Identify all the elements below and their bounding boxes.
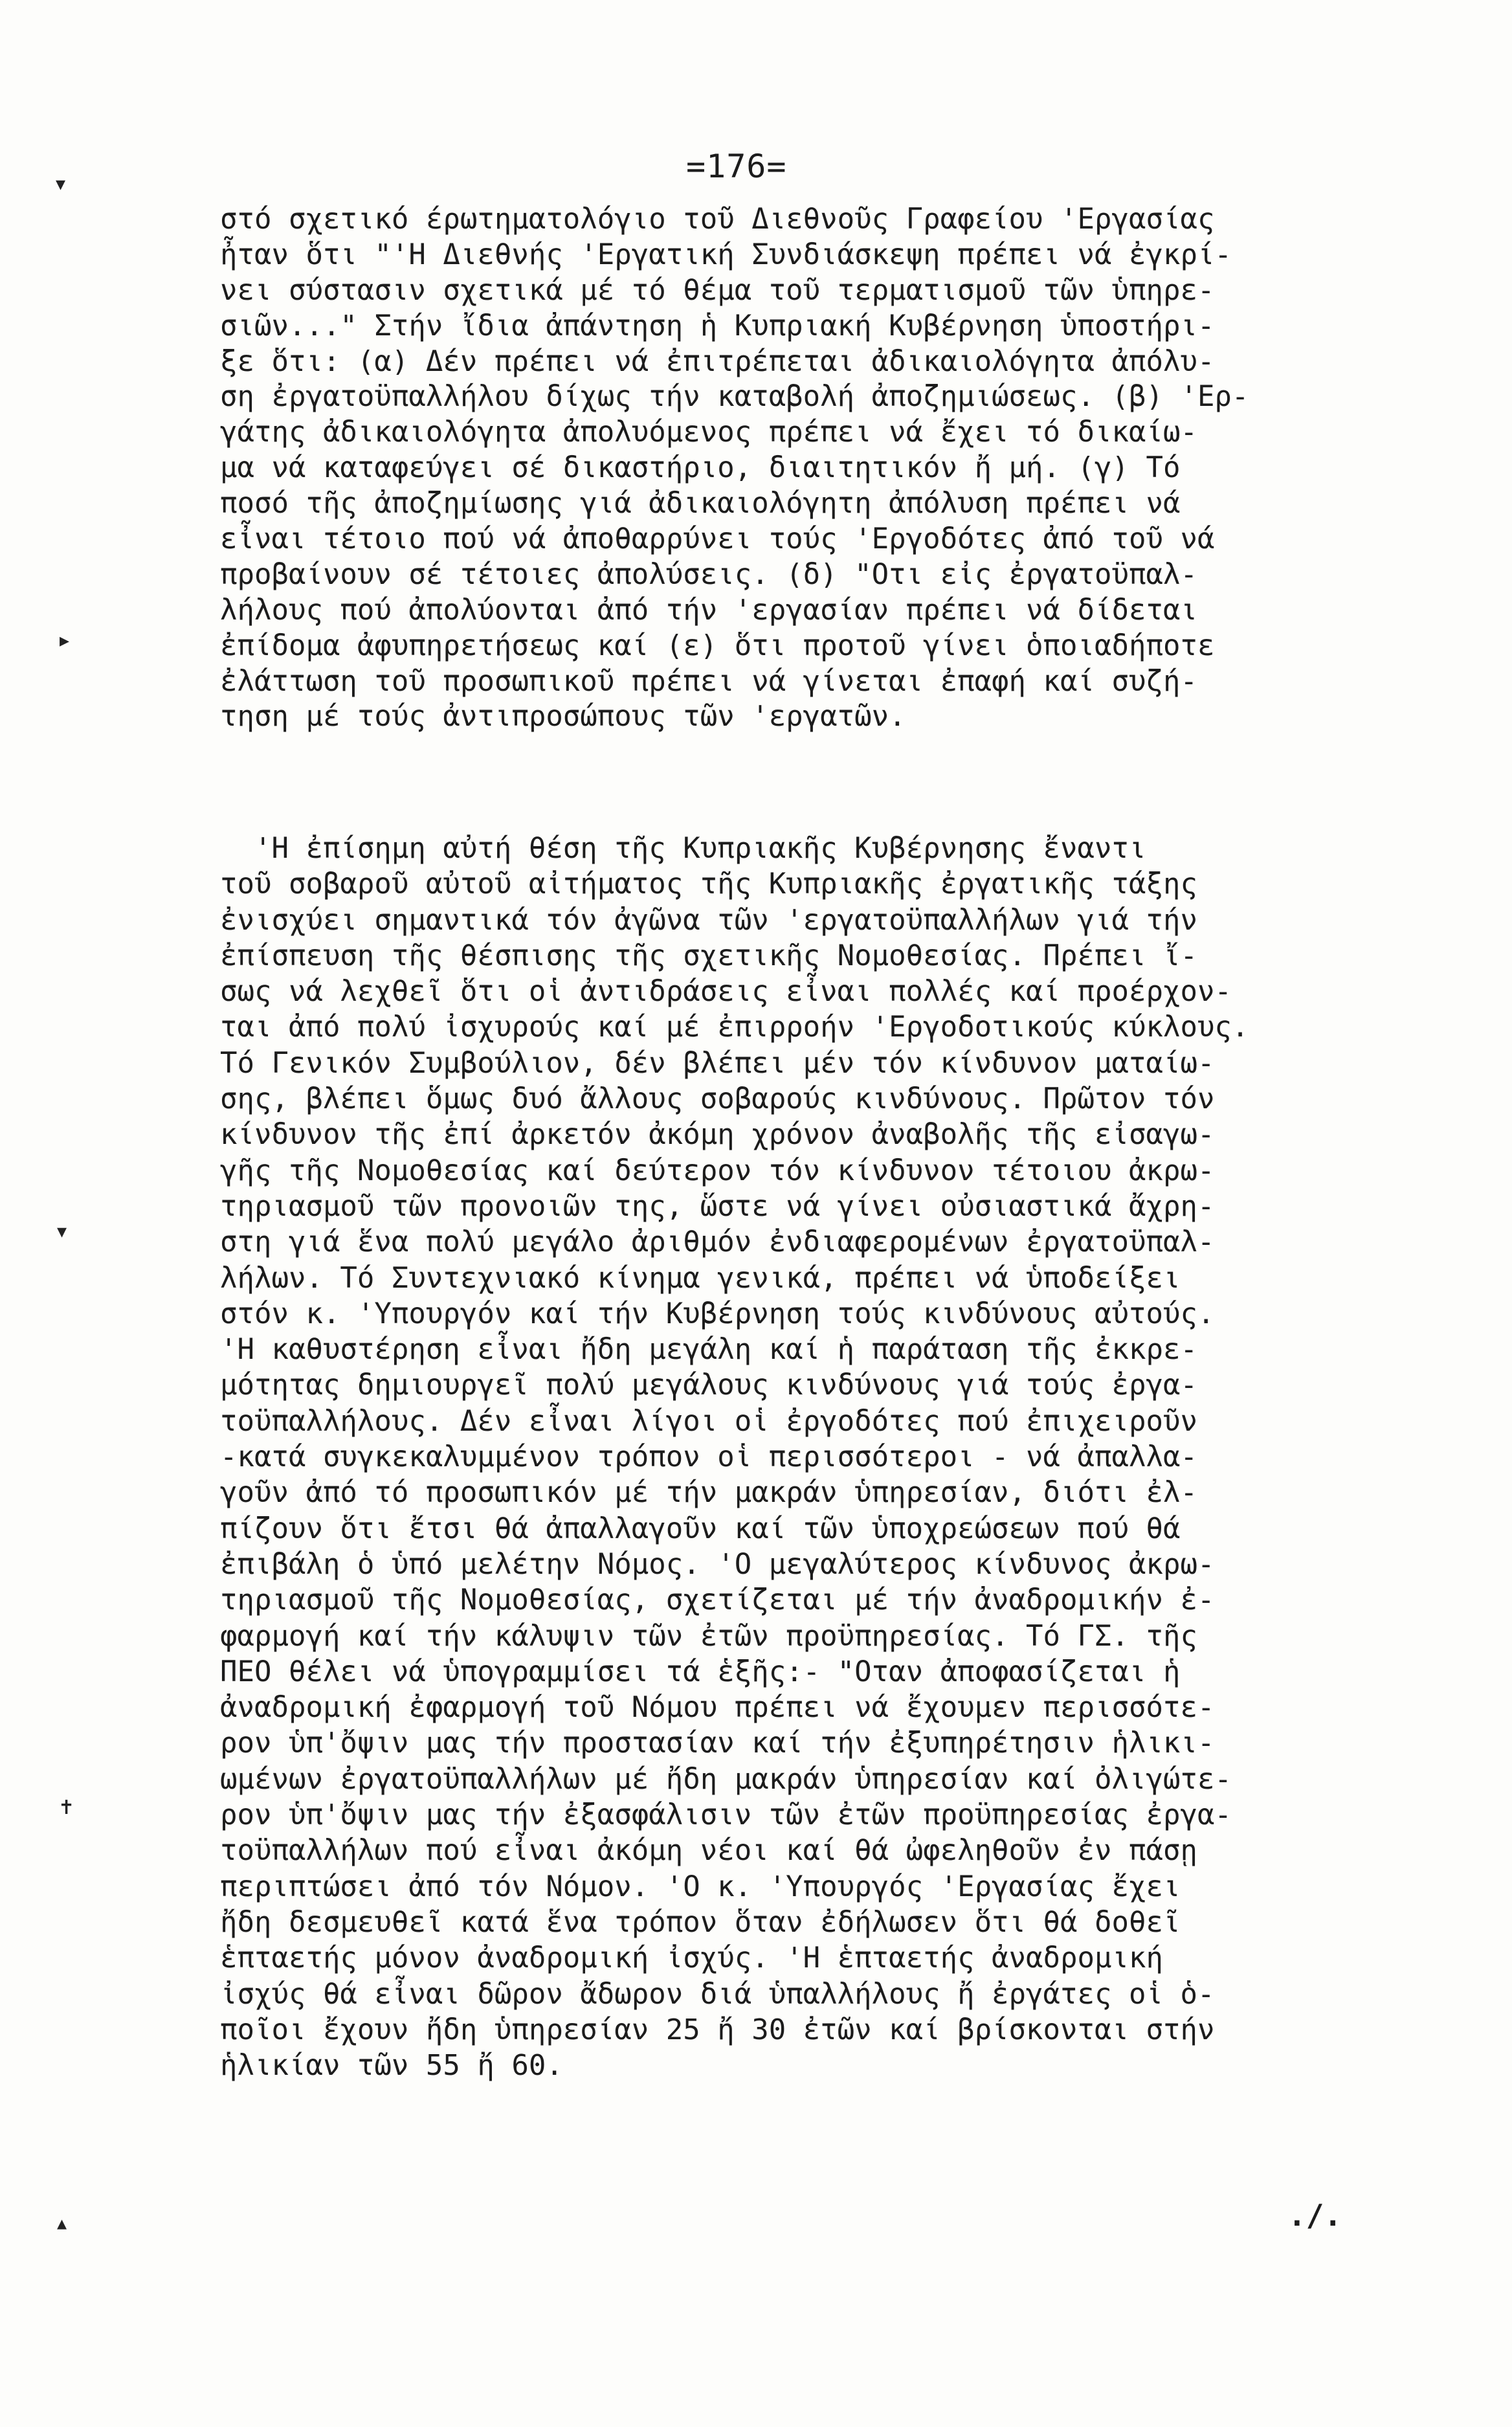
paragraph-1 xyxy=(220,202,1405,735)
text-line: ρον ὑπ'ὄψιν μας τήν προστασίαν καί τήν ἐξυπηρέτησιν ἡλικι- xyxy=(220,1727,1215,1760)
text-line: τηριασμοῦ τῆς Νομοθεσίας, σχετίζεται μέ τήν ἀναδρομικήν ἐ- xyxy=(220,1583,1215,1617)
text-line: ἡλικίαν τῶν 55 ἤ 60. xyxy=(220,2049,563,2083)
margin-tick-mark: ▴ xyxy=(57,2212,67,2235)
page-number: =176= xyxy=(686,148,787,185)
text-line: Τό Γενικόν Συμβούλιον, δέν βλέπει μέν τόν κίνδυνον ματαίω- xyxy=(220,1046,1215,1080)
text-line: ἤδη δεσμευθεῖ κατά ἕνα τρόπον ὅταν ἐδήλωσεν ὅτι θά δοθεῖ xyxy=(220,1905,1181,1939)
text-line: ται ἀπό πολύ ἰσχυρούς καί μέ ἐπιρροήν 'Εργοδοτικούς κύκλους. xyxy=(220,1011,1249,1044)
text-line: 'Η ἐπίσημη αὐτή θέση τῆς Κυπριακῆς Κυβέρνησης ἔναντι xyxy=(220,832,1146,865)
text-line: στόν κ. 'Υπουργόν καί τήν Κυβέρνηση τούς κινδύνους αὐτούς. xyxy=(220,1297,1215,1330)
text-line: λήλους πού ἀπολύονται ἀπό τήν 'εργασίαν πρέπει νά δίδεται xyxy=(220,593,1197,627)
text-line: ξε ὅτι: (α) Δέν πρέπει νά ἐπιτρέπεται ἀδικαιολόγητα ἀπόλυ- xyxy=(220,344,1215,378)
text-line: τηση μέ τούς ἀντιπροσώπους τῶν 'εργατῶν. xyxy=(220,700,906,733)
text-line: ση ἐργατοϋπαλλήλου δίχως τήν καταβολή ἀποζημιώσεως. (β) 'Ερ- xyxy=(220,380,1249,414)
text-line: τηριασμοῦ τῶν προνοιῶν της, ὥστε νά γίνει οὐσιαστικά ἄχρη- xyxy=(220,1189,1215,1223)
margin-tick-mark: ▾ xyxy=(56,173,66,196)
text-line: σης, βλέπει ὅμως δυό ἄλλους σοβαρούς κινδύνους. Πρῶτον τόν xyxy=(220,1082,1215,1116)
text-line: ἦταν ὅτι "'Η Διεθνής 'Εργατική Συνδιάσκεψη πρέπει νά ἐγκρί- xyxy=(220,238,1232,271)
text-line: ἰσχύς θά εἶναι δῶρον ἄδωρον διά ὑπαλλήλους ἤ ἐργάτες οἱ ὁ- xyxy=(220,1977,1215,2011)
text-line: τοῦ σοβαροῦ αὐτοῦ αἰτήματος τῆς Κυπριακῆς ἐργατικῆς τάξης xyxy=(220,867,1197,901)
text-line: ἐπίδομα ἀφυπηρετήσεως καί (ε) ὅτι προτοῦ γίνει ὁποιαδήποτε xyxy=(220,629,1215,662)
text-line: περιπτώσει ἀπό τόν Νόμον. 'Ο κ. 'Υπουργός 'Εργασίας ἔχει xyxy=(220,1870,1181,1903)
text-line: ἐνισχύει σημαντικά τόν ἀγῶνα τῶν 'εργατοϋπαλλήλων γιά τήν xyxy=(220,903,1197,937)
text-line: ἐλάττωση τοῦ προσωπικοῦ πρέπει νά γίνεται ἐπαφή καί συζή- xyxy=(220,664,1197,698)
text-line: γῆς τῆς Νομοθεσίας καί δεύτερον τόν κίνδυνον τέτοιου ἀκρω- xyxy=(220,1154,1215,1187)
text-line: τοϋπαλλήλων πού εἶναι ἀκόμη νέοι καί θά ὠφεληθοῦν ἐν πάσῃ xyxy=(220,1834,1197,1868)
text-line: ποῖοι ἔχουν ἤδη ὑπηρεσίαν 25 ἤ 30 ἐτῶν καί βρίσκονται στήν xyxy=(220,2013,1215,2046)
text-line: ἀναδρομική ἐφαρμογή τοῦ Νόμου πρέπει νά ἔχουμεν περισσότε- xyxy=(220,1691,1215,1725)
text-line: προβαίνουν σέ τέτοιες ἀπολύσεις. (δ) "Οτι εἰς ἐργατοϋπαλ- xyxy=(220,557,1197,591)
text-line: ἐπίσπευση τῆς θέσπισης τῆς σχετικῆς Νομοθεσίας. Πρέπει ἴ- xyxy=(220,939,1197,972)
text-line: ρον ὑπ'ὄψιν μας τήν ἐξασφάλισιν τῶν ἐτῶν προϋπηρεσίας ἐργα- xyxy=(220,1798,1232,1832)
text-line: -κατά συγκεκαλυμμένον τρόπον οἱ περισσότεροι - νά ἀπαλλα- xyxy=(220,1440,1197,1474)
margin-tick-mark: ▾ xyxy=(57,1220,67,1243)
paragraph-2 xyxy=(220,831,1405,2083)
margin-tick-mark: ✝ xyxy=(58,1796,75,1819)
text-line: μα νά καταφεύγει σέ δικαστήριο, διαιτητικόν ἤ μή. (γ) Τό xyxy=(220,451,1181,485)
text-line: τοϋπαλλήλους. Δέν εἶναι λίγοι οἱ ἐργοδότες πού ἐπιχειροῦν xyxy=(220,1404,1197,1438)
continuation-mark: ./. xyxy=(1288,2198,1342,2233)
margin-tick-mark: ▸ xyxy=(60,629,70,652)
text-line: γοῦν ἀπό τό προσωπικόν μέ τήν μακράν ὑπηρεσίαν, διότι ἐλ- xyxy=(220,1476,1197,1510)
text-line: εἶναι τέτοιο πού νά ἀποθαρρύνει τούς 'Εργοδότες ἀπό τοῦ νά xyxy=(220,522,1215,556)
text-line: 'Η καθυστέρηση εἶναι ἤδη μεγάλη καί ἡ παράταση τῆς ἐκκρε- xyxy=(220,1333,1197,1367)
text-line: ἐπιβάλη ὁ ὑπό μελέτην Νόμος. 'Ο μεγαλύτερος κίνδυνος ἀκρω- xyxy=(220,1547,1215,1581)
text-line: ωμένων ἐργατοϋπαλλήλων μέ ἤδη μακράν ὑπηρεσίαν καί ὀλιγώτε- xyxy=(220,1762,1232,1796)
text-line: σως νά λεχθεῖ ὅτι οἱ ἀντιδράσεις εἶναι πολλές καί προέρχον- xyxy=(220,975,1232,1009)
text-line: στό σχετικό έρωτηματολόγιο τοῦ Διεθνοῦς Γραφείου 'Εργασίας xyxy=(220,203,1215,236)
text-line: γάτης ἀδικαιολόγητα ἀπολυόμενος πρέπει νά ἔχει τό δικαίω- xyxy=(220,416,1197,449)
text-line: σιῶν..." Στήν ἴδια ἀπάντηση ἡ Κυπριακή Κυβέρνηση ὑποστήρι- xyxy=(220,309,1215,342)
text-line: κίνδυνον τῆς ἐπί ἀρκετόν ἀκόμη χρόνον ἀναβολῆς τῆς εἰσαγω- xyxy=(220,1118,1215,1152)
text-line: φαρμογή καί τήν κάλυψιν τῶν ἐτῶν προϋπηρεσίας. Τό ΓΣ. τῆς xyxy=(220,1619,1197,1653)
text-line: μότητας δημιουργεῖ πολύ μεγάλους κινδύνους γιά τούς ἐργα- xyxy=(220,1369,1197,1402)
text-line: λήλων. Τό Συντεχνιακό κίνημα γενικά, πρέπει νά ὑποδείξει xyxy=(220,1261,1181,1295)
text-line: στη γιά ἕνα πολύ μεγάλο ἀριθμόν ἐνδιαφερομένων ἐργατοϋπαλ- xyxy=(220,1225,1215,1259)
text-line: πίζουν ὅτι ἔτσι θά ἀπαλλαγοῦν καί τῶν ὑποχρεώσεων πού θά xyxy=(220,1512,1181,1545)
text-line: ΠΕΟ θέλει νά ὑπογραμμίσει τά ἑξῆς:- "Οταν ἀποφασίζεται ἡ xyxy=(220,1655,1181,1688)
text-line: ποσό τῆς ἀποζημίωσης γιά ἀδικαιολόγητη ἀπόλυση πρέπει νά xyxy=(220,487,1181,520)
text-line: νει σύστασιν σχετικά μέ τό θέμα τοῦ τερματισμοῦ τῶν ὑπηρε- xyxy=(220,273,1215,307)
text-line: ἑπταετής μόνον ἀναδρομική ἰσχύς. 'Η ἑπταετής ἀναδρομική xyxy=(220,1941,1163,1975)
